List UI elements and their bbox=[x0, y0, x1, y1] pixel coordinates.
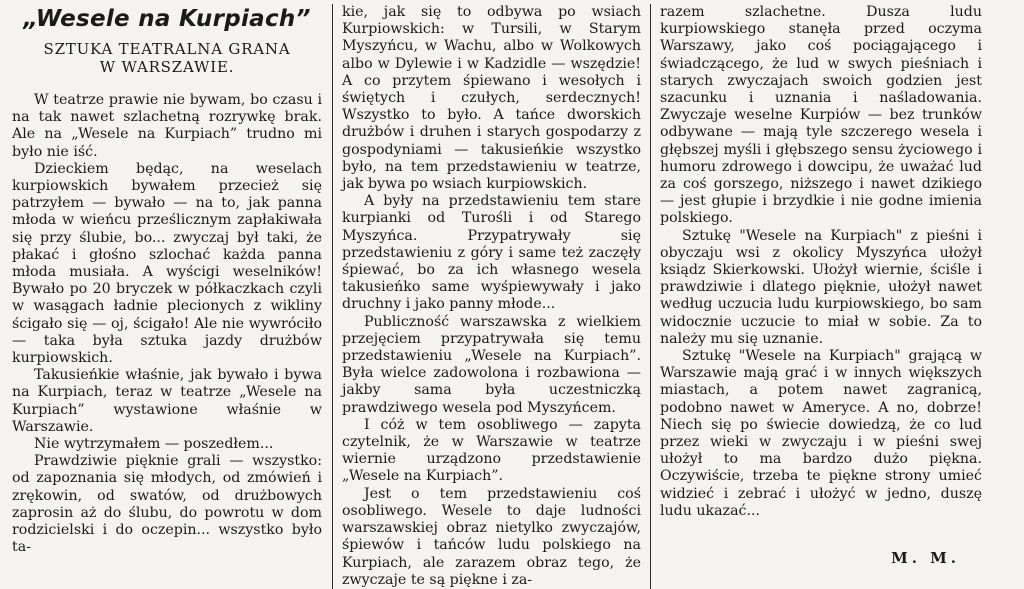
author-signature: M. M. bbox=[891, 549, 960, 568]
article-title: „Wesele na Kurpiach” bbox=[23, 6, 311, 32]
paragraph-text: razem szlachetne. Dusza ludu kurpiowskiego stanęła przed oczyma Warszawy, jako coś pociągającego i świadczącego, że lud w swych pieśniach i starych zwyczajach swoich godzien jest szacunku i uznania i naśladowania. Zwyczaje weselne Kurpiów — bez trunków odbywane — mają tyle szczerego wesela i głębszej myśli i głębszego sensu życiowego i humoru zdrowego i dowcipu, że uważać lud za coś gorszego, niższego i nawet dzikiego — jest głupie i brzydkie i nie godne imienia polskiego. bbox=[660, 4, 982, 227]
paragraph-text: A były na przedstawieniu tem stare kurpianki od Turośli i od Starego Myszyńca. Przypatrywały się przedstawieniu z góry i same też zaczęły śpiewać, bo za ich własnego wesela takusieńko same wyśpiewywały i jako druchny i jako panny młode... bbox=[342, 193, 641, 313]
paragraph-text: W teatrze prawie nie bywam, bo czasu i na tak nawet szlachetną rozrywkę brak. Ale na „Wesele na Kurpiach” trudno mi było nie iść. bbox=[12, 92, 322, 160]
paragraph bbox=[12, 436, 322, 453]
paragraph bbox=[12, 453, 322, 556]
paragraph-text: Takusieńkie właśnie, jak bywało i bywa na Kurpiach, teraz w teatrze „Wesele na Kurpiach” wystawione właśnie w Warszawie. bbox=[12, 367, 322, 435]
subtitle-line-2: W WARSZAWIE. bbox=[99, 58, 235, 76]
paragraph bbox=[342, 314, 641, 417]
subtitle-line-1: SZTUKA TEATRALNA GRANA bbox=[43, 40, 291, 58]
paragraph-text: I cóż w tem osobliwego — zapyta czytelnik, że w Warszawie w teatrze wiernie urządzono przedstawienie „Wesele na Kurpiach”. bbox=[342, 416, 641, 485]
paragraph bbox=[342, 193, 641, 313]
paragraph-text: Prawdziwie pięknie grali — wszystko: od zapoznania się młodych, od zmówień i zrękowin, od swatów, od drużbowych zaprosin aż do ślubu, do powrotu w dom rodzicielski i do oczepin... wszystko było ta- bbox=[12, 453, 322, 556]
paragraph-text: Nie wytrzymałem — poszedłem... bbox=[34, 436, 274, 453]
paragraph-text: Dzieckiem będąc, na weselach kurpiowskich bywałem przecież się patrzyłem — bywało — na to, jak panna młoda w wieńcu prześlicznym zapłakiwała się przy ślubie, bo... zwyczaj był taki, że płakać i głośno szlochać każda panna młoda musiała. A wyścigi weselników! Bywało po 20 bryczek w półkaczkach czyli w wasągach ładnie plecionych z wikliny ścigało się — oj, ścigało! Ale nie wywróciło — taka była sztuka jazdy drużbów kurpiowskich. bbox=[12, 160, 322, 367]
column-3 bbox=[650, 4, 984, 589]
paragraph-text: Jest o tem przedstawieniu coś osobliwego. Wesele to daje ludności warszawskiej obraz nietylko zwyczajów, śpiewów i tańców ludu polskiego na Kurpiach, ale zarazem obraz tego, że zwyczaje te są piękne i za- bbox=[342, 485, 641, 588]
paragraph bbox=[342, 4, 641, 193]
paragraph bbox=[660, 228, 982, 348]
paragraph-text: Sztukę "Wesele na Kurpiach" z pieśni i obyczaju wsi z okolicy Myszyńca ułożył ksiądz Skierkowski. Ułożył wiernie, ściśle i prawdziwie i dlatego pięknie, ułożył nawet według uczucia ludu kurpiowskiego, bo sam widocznie uczucie to miał w sobie. Za to należy mu się uznanie. bbox=[660, 227, 982, 347]
paragraph-text: Sztukę "Wesele na Kurpiach" grającą w Warszawie mają grać i w innych większych miastach, a potem nawet zagranicą, podobno nawet w Ameryce. A no, dobrze! Niech się po świecie dowiedzą, że co lud przez wieki w zwyczaju i w pieśni swej ułożył to ma bardzo dużo piękna. Oczywiście, trzeba te piękne strony umieć widzieć i zebrać i ułożyć w jedno, duszę ludu ukazać... bbox=[660, 348, 982, 519]
paragraph bbox=[660, 348, 982, 520]
paragraph bbox=[12, 161, 322, 367]
paragraph-text: kie, jak się to odbywa po wsiach Kurpiowskich: w Tursili, w Starym Myszyńcu, w Wachu, albo w Wolkowych albo w Dylewie i w Kadzidle — wszędzie! A co przytem śpiewano i wesołych i świętych i czułych, serdecznych! Wszystko to było. A tańce dworskich drużbów i druhen i starych gospodarzy z gospodyniami — takusieńkie wszystko było, na tem przedstawieniu w teatrze, jak bywa po wsiach kurpiowskich. bbox=[342, 4, 641, 193]
paragraph bbox=[342, 486, 641, 589]
paragraph-text: Publiczność warszawska z wielkiem przejęciem przypatrywała się temu przedstawieniu „Wesele na Kurpiach”. Była wielce zadowolona i rozbawiona — jakby sama była uczestniczką prawdziwego wesela pod Myszyńcem. bbox=[342, 313, 641, 416]
article-subtitle bbox=[12, 40, 322, 76]
paragraph bbox=[12, 92, 322, 161]
paragraph bbox=[660, 4, 982, 228]
paragraph bbox=[342, 417, 641, 486]
column-2 bbox=[332, 4, 650, 589]
paragraph bbox=[12, 367, 322, 436]
article-columns bbox=[10, 4, 1018, 588]
column-1 bbox=[10, 4, 332, 589]
